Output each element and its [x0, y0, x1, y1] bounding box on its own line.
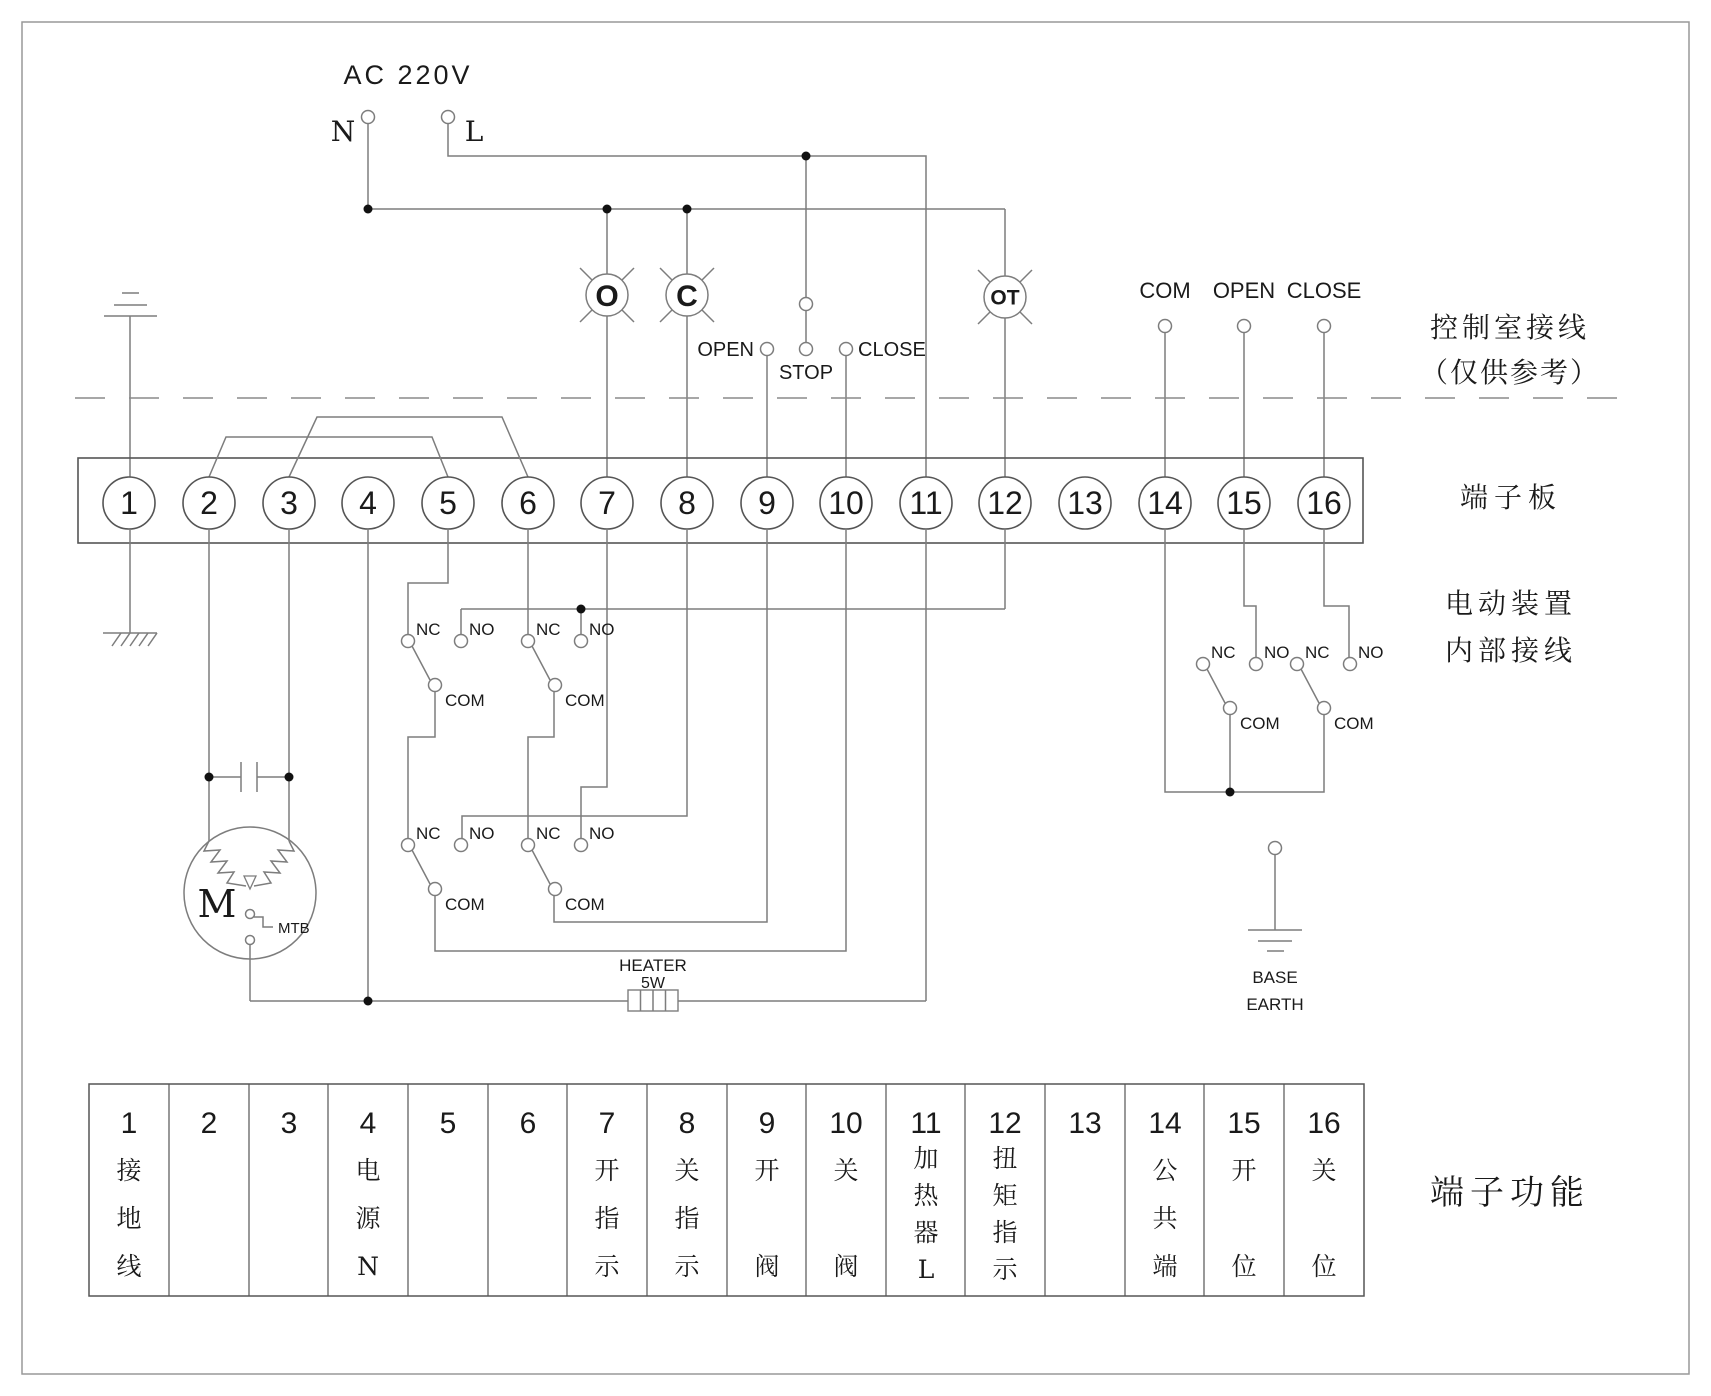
com-terminal-circle — [1159, 320, 1172, 333]
terminal-number-9: 9 — [758, 485, 776, 521]
limit-switch-close-ind-no-contact — [455, 839, 468, 852]
motor-winding-left — [204, 841, 246, 886]
torque-switch-close-nc-contact — [522, 635, 535, 648]
table-char: L — [917, 1255, 935, 1284]
table-char: N — [357, 1252, 379, 1281]
table-char: 端 — [1152, 1252, 1178, 1281]
open-lamp-ray — [622, 268, 634, 280]
stop-button-bottom-contact — [800, 343, 813, 356]
function-table — [89, 1084, 1364, 1296]
table-char: 示 — [594, 1252, 620, 1281]
table-number-3: 3 — [280, 1107, 298, 1140]
table-char: 指 — [674, 1204, 700, 1233]
actuator-label-2: 内部接线 — [1444, 634, 1578, 667]
terminal-function-label: 端子功能 — [1430, 1173, 1590, 1213]
table-number-15: 15 — [1227, 1107, 1261, 1140]
terminal-number-8: 8 — [678, 485, 696, 521]
open-button-contact — [761, 343, 774, 356]
table-number-12: 12 — [988, 1107, 1022, 1140]
position-switch-close-blade — [1301, 669, 1319, 703]
torque-lamp-ray — [978, 270, 990, 282]
table-char: 接 — [116, 1156, 142, 1185]
capacitor — [209, 762, 289, 792]
table-column-8 — [674, 1107, 700, 1281]
power-supply — [331, 60, 1005, 477]
case-earth-hatching — [112, 633, 157, 646]
open-lamp-ray — [580, 310, 592, 322]
case-earth-wire — [103, 529, 157, 633]
limit-switch-open-ind-no-contact — [575, 839, 588, 852]
table-number-7: 7 — [598, 1107, 616, 1140]
torque-switch-open-no-contact — [455, 635, 468, 648]
mtb-lower-contact — [246, 936, 255, 945]
remote-wires — [1165, 332, 1324, 477]
base-earth-label-2: EARTH — [1246, 995, 1304, 1014]
table-char: 阀 — [754, 1252, 780, 1281]
terminal-number-2: 2 — [200, 485, 218, 521]
terminal-circles — [103, 477, 1350, 529]
open-lamp — [580, 268, 634, 322]
t8-to-limit-no-wire — [462, 529, 687, 839]
close-lamp-letter: C — [676, 279, 698, 313]
open-lamp-ray — [622, 310, 634, 322]
close-button-contact — [840, 343, 853, 356]
torque-lamp-letter: OT — [990, 286, 1020, 310]
table-number-2: 2 — [200, 1107, 218, 1140]
stop-button-label: STOP — [778, 362, 834, 384]
table-number-9: 9 — [758, 1107, 776, 1140]
jumper-3-6 — [289, 417, 528, 477]
table-column-3 — [281, 1107, 298, 1140]
table-char: 开 — [1231, 1156, 1257, 1185]
actuator-label-1: 电动装置 — [1444, 587, 1578, 620]
table-number-11: 11 — [910, 1107, 942, 1140]
table-char: 器 — [913, 1218, 939, 1247]
torque-switch-open-com-contact — [429, 679, 442, 692]
pushbuttons — [697, 156, 926, 477]
line-label: L — [464, 115, 484, 148]
table-number-4: 4 — [359, 1107, 377, 1140]
mtb-contact-symbol — [254, 917, 273, 927]
terminal-number-15: 15 — [1226, 485, 1262, 521]
table-column-11 — [910, 1107, 941, 1284]
motor-label: M — [197, 882, 237, 926]
limit-switch-open-ind-com-contact — [549, 883, 562, 896]
table-column-12 — [988, 1107, 1021, 1284]
torque-switch-open — [402, 620, 495, 710]
n-terminal-circle — [362, 111, 375, 124]
neutral-label: N — [330, 115, 356, 148]
earth-symbol — [104, 293, 157, 477]
terminal-number-7: 7 — [598, 485, 616, 521]
table-number-10: 10 — [829, 1107, 863, 1140]
torque-lamp — [978, 270, 1032, 324]
table-char: 示 — [992, 1255, 1018, 1284]
table-number-5: 5 — [439, 1107, 457, 1140]
table-char: 阀 — [833, 1252, 859, 1281]
close-lamp-ray — [660, 268, 672, 280]
limit-switch-close-ind-com-contact — [429, 883, 442, 896]
table-number-1: 1 — [120, 1107, 138, 1140]
torque-com-to-limit-nc-2 — [528, 691, 554, 839]
terminal-number-12: 12 — [987, 485, 1023, 521]
limit-switch-close-ind-blade — [412, 850, 430, 884]
t9-to-limit-com-wire — [554, 529, 767, 922]
switch-groups — [402, 620, 1384, 914]
close-lamp-ray — [702, 310, 714, 322]
position-switch-open-blade — [1207, 669, 1225, 703]
close-lamp — [660, 268, 714, 322]
close-lamp-ray — [660, 310, 672, 322]
position-switch-close-com-label: COM — [1334, 714, 1374, 733]
position-switch-close-com-contact — [1318, 702, 1331, 715]
limit-switch-close-ind-no-label: NO — [469, 824, 495, 843]
position-switch-close — [1291, 643, 1384, 733]
table-char: 加 — [913, 1144, 939, 1173]
table-column-16 — [1307, 1107, 1340, 1281]
t15-to-position-no-wire — [1244, 529, 1256, 658]
torque-com-to-limit-nc-1 — [408, 691, 435, 839]
t7-to-limit-no-wire — [581, 529, 607, 839]
table-char: 关 — [1311, 1156, 1337, 1185]
table-char: 开 — [754, 1156, 780, 1185]
table-column-2 — [201, 1107, 218, 1140]
table-char: 指 — [594, 1204, 620, 1233]
control-room-label-1: 控制室接线 — [1429, 311, 1591, 344]
terminal-number-4: 4 — [359, 485, 377, 521]
position-switch-open-nc-contact — [1197, 658, 1210, 671]
winding-junction-arrow — [244, 876, 256, 889]
remote-terminals — [1139, 278, 1361, 477]
t16-to-position-no-wire — [1324, 529, 1349, 658]
table-column-10 — [829, 1107, 862, 1281]
table-char: 线 — [116, 1252, 142, 1281]
t10-to-limit-com-wire — [435, 529, 846, 951]
base-earth-label-1: BASE — [1252, 968, 1298, 987]
position-switch-open-no-label: NO — [1264, 643, 1290, 662]
terminal-board-label: 端子板 — [1459, 481, 1563, 514]
close-button-label: CLOSE — [858, 339, 926, 361]
torque-switch-open-com-label: COM — [445, 691, 485, 710]
heater-bus — [250, 529, 926, 1001]
torque-switch-open-nc-contact — [402, 635, 415, 648]
table-char: 示 — [674, 1252, 700, 1281]
torque-switch-open-no-label: NO — [469, 620, 495, 639]
base-earth — [1246, 842, 1303, 1015]
torque-lamp-ray — [978, 312, 990, 324]
stop-button-top-contact — [800, 298, 813, 311]
position-switch-open — [1197, 643, 1290, 733]
table-column-15 — [1227, 1107, 1260, 1281]
torque-switch-close-com-label: COM — [565, 691, 605, 710]
table-char: 位 — [1311, 1252, 1337, 1281]
position-switch-open-no-contact — [1250, 658, 1263, 671]
terminal-number-14: 14 — [1147, 485, 1183, 521]
table-char: 公 — [1152, 1156, 1178, 1185]
section-labels — [1420, 311, 1600, 1213]
table-column-4 — [355, 1107, 381, 1281]
table-number-16: 16 — [1307, 1107, 1341, 1140]
table-char: 电 — [355, 1156, 381, 1185]
limit-switch-open-ind-nc-contact — [522, 839, 535, 852]
table-column-13 — [1068, 1107, 1101, 1140]
table-number-8: 8 — [678, 1107, 696, 1140]
position-switch-open-com-label: COM — [1240, 714, 1280, 733]
torque-lamp-ray — [1020, 312, 1032, 324]
torque-switch-close-com-contact — [549, 679, 562, 692]
motor-feed-wires — [209, 529, 289, 841]
table-column-1 — [116, 1107, 142, 1281]
table-column-9 — [754, 1107, 779, 1281]
heater-label: HEATER — [619, 956, 687, 975]
table-char: 关 — [833, 1156, 859, 1185]
table-column-6 — [520, 1107, 537, 1140]
open-lamp-letter: O — [595, 279, 619, 313]
junction-dots — [205, 152, 1235, 1006]
internal-wiring — [103, 529, 1384, 1014]
close-lamp-ray — [702, 268, 714, 280]
open-terminal-circle — [1238, 320, 1251, 333]
terminal-number-5: 5 — [439, 485, 457, 521]
jumper-2-5 — [209, 437, 448, 477]
open-lamp-ray — [580, 268, 592, 280]
table-column-14 — [1148, 1107, 1181, 1281]
table-number-6: 6 — [519, 1107, 537, 1140]
limit-switch-open-ind-blade — [532, 850, 550, 884]
motor-winding-right — [254, 841, 294, 886]
terminal-number-10: 10 — [828, 485, 864, 521]
table-char: 扭 — [992, 1144, 1018, 1173]
limit-switch-open-ind-nc-label: NC — [536, 824, 561, 843]
terminal-strip — [78, 417, 1363, 543]
terminal-number-3: 3 — [280, 485, 298, 521]
position-switch-close-no-contact — [1344, 658, 1357, 671]
l-terminal-circle — [442, 111, 455, 124]
torque-switch-open-blade — [412, 646, 430, 680]
position-switch-close-nc-label: NC — [1305, 643, 1330, 662]
torque-switch-close-nc-label: NC — [536, 620, 561, 639]
ac-voltage-label: AC 220V — [343, 60, 473, 90]
table-char: 指 — [992, 1218, 1018, 1247]
limit-switch-close-ind-com-label: COM — [445, 895, 485, 914]
mtb-upper-contact — [246, 910, 255, 919]
table-number-13: 13 — [1068, 1107, 1102, 1140]
torque-switch-close — [522, 620, 615, 710]
heater-power-label: 5W — [641, 975, 665, 992]
control-room-label-2: （仅供参考） — [1419, 356, 1601, 389]
base-earth-symbol — [1248, 854, 1302, 951]
limit-switch-open-ind-com-label: COM — [565, 895, 605, 914]
torque-switch-close-no-contact — [575, 635, 588, 648]
terminal-number-16: 16 — [1306, 485, 1342, 521]
table-char: 源 — [355, 1204, 381, 1233]
limit-switch-close-ind — [402, 824, 495, 914]
open-button-label: OPEN — [697, 339, 754, 361]
limit-switch-open-ind — [522, 824, 615, 914]
com-terminal-label: COM — [1139, 278, 1191, 303]
table-column-7 — [594, 1107, 620, 1281]
table-char: 开 — [594, 1156, 620, 1185]
torque-switch-close-no-label: NO — [589, 620, 615, 639]
table-char: 热 — [913, 1181, 939, 1210]
open-terminal-label: OPEN — [1212, 278, 1276, 303]
position-switch-open-com-contact — [1224, 702, 1237, 715]
table-char: 共 — [1152, 1204, 1178, 1233]
limit-switch-close-ind-nc-label: NC — [416, 824, 441, 843]
base-earth-terminal — [1269, 842, 1282, 855]
table-char: 矩 — [992, 1181, 1018, 1210]
close-terminal-circle — [1318, 320, 1331, 333]
table-char: 位 — [1231, 1252, 1257, 1281]
position-switch-close-no-label: NO — [1358, 643, 1384, 662]
table-char: 地 — [116, 1204, 142, 1233]
terminal-number-13: 13 — [1067, 485, 1103, 521]
close-terminal-label: CLOSE — [1286, 278, 1362, 303]
terminal-number-1: 1 — [120, 485, 138, 521]
table-char: 关 — [674, 1156, 700, 1185]
table-column-5 — [440, 1107, 457, 1140]
torque-switch-close-blade — [532, 646, 550, 680]
mtb-label: MTB — [278, 920, 310, 937]
table-number-14: 14 — [1148, 1107, 1182, 1140]
position-switch-open-nc-label: NC — [1211, 643, 1236, 662]
limit-switch-open-ind-no-label: NO — [589, 824, 615, 843]
torque-lamp-ray — [1020, 270, 1032, 282]
terminal-number-11: 11 — [909, 485, 943, 521]
torque-switch-open-nc-label: NC — [416, 620, 441, 639]
position-switch-close-nc-contact — [1291, 658, 1304, 671]
limit-switch-close-ind-nc-contact — [402, 839, 415, 852]
control-earth — [104, 293, 157, 477]
terminal-number-6: 6 — [519, 485, 537, 521]
